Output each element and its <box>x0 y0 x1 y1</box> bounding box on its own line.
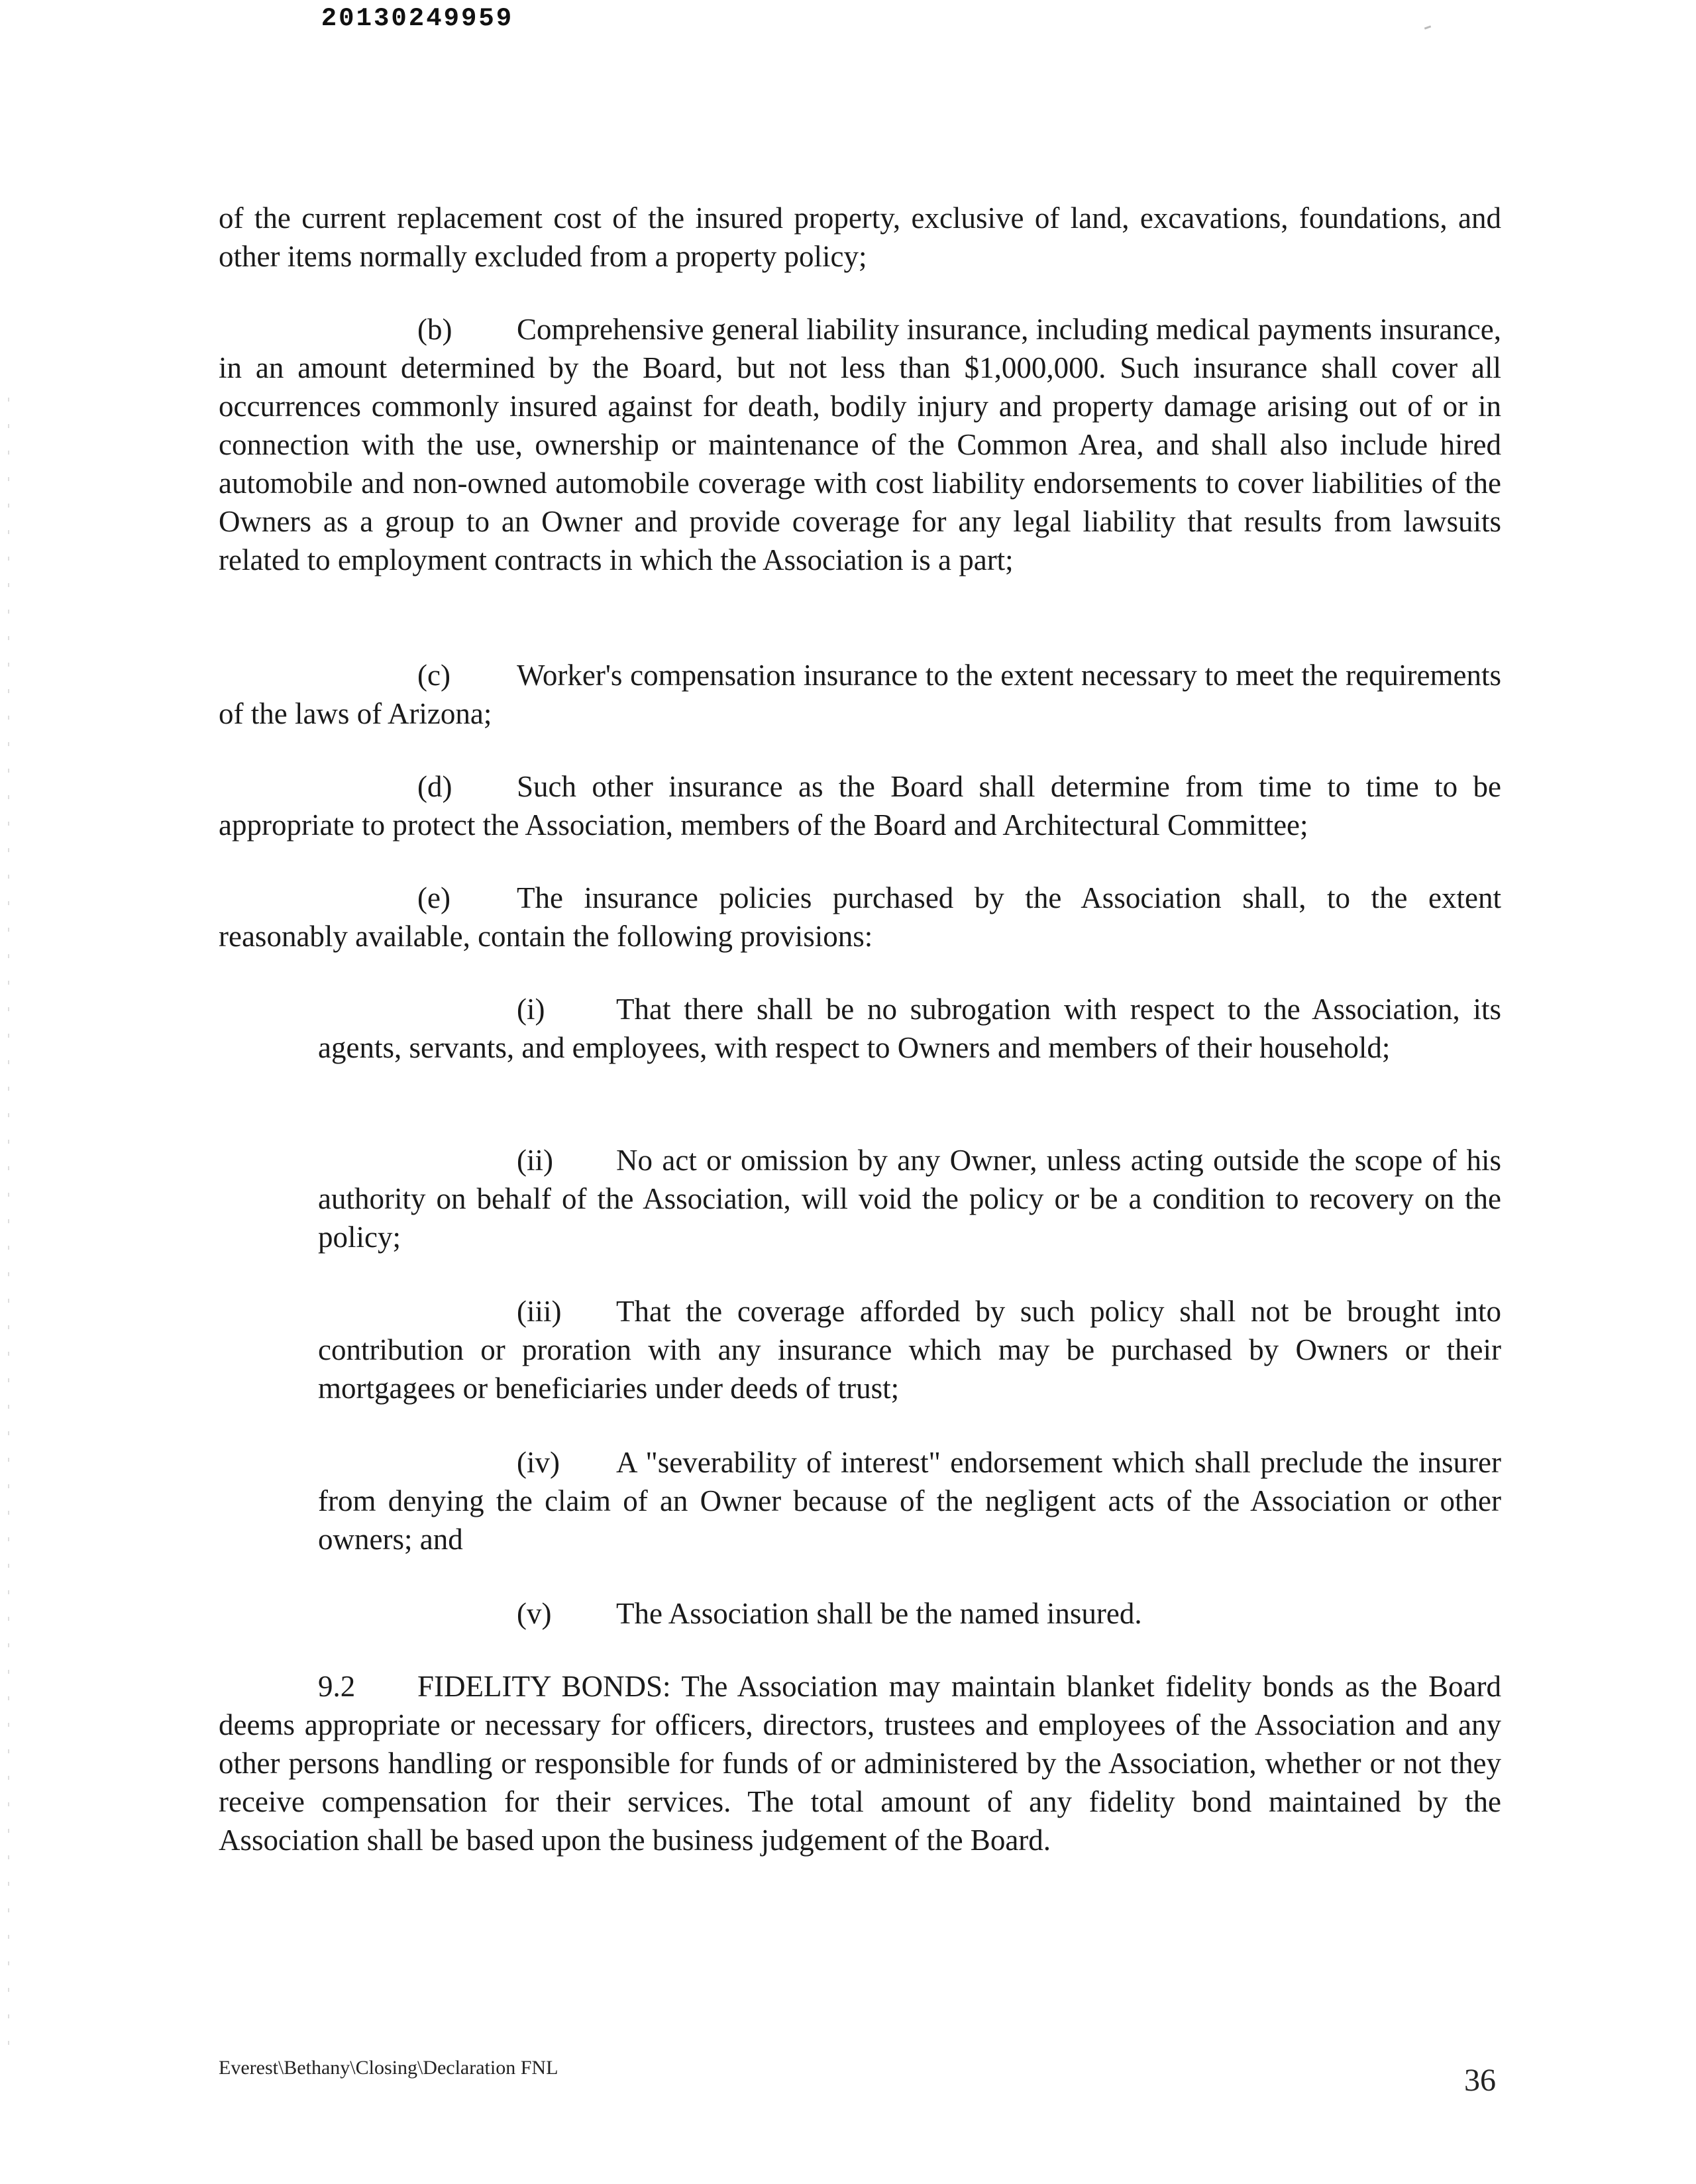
paragraph-d-text: Such other insurance as the Board shall determine from time to time to be appropriate to protect the Association, members of the Board and Architectural Committee; <box>219 770 1501 842</box>
paragraph-iv-label: (iv) <box>517 1446 560 1479</box>
paragraph-c-label: (c) <box>417 659 450 692</box>
paragraph-v <box>318 1594 1501 1633</box>
paragraph-e-text: The insurance policies purchased by the Association shall, to the extent reasonably available, contain the following provisions: <box>219 881 1501 953</box>
paragraph-d-label: (d) <box>417 770 452 803</box>
paragraph-iii-label: (iii) <box>517 1295 562 1328</box>
paragraph-i <box>318 990 1501 1067</box>
paragraph-c <box>219 656 1501 733</box>
section-9-2-label: 9.2 <box>318 1670 356 1703</box>
paragraph-intro-text: of the current replacement cost of the insured property, exclusive of land, excavations, foundations, and other items normally excluded from a property policy; <box>219 201 1501 273</box>
paragraph-ii-label: (ii) <box>517 1144 553 1177</box>
document-number: 20130249959 <box>321 4 514 33</box>
paragraph-iii <box>318 1292 1501 1407</box>
paragraph-e <box>219 879 1501 956</box>
paragraph-iv-text: A "severability of interest" endorsement which shall preclude the insurer from denying the claim of an Owner because of the negligent acts of the Association or other owners; and <box>318 1446 1501 1556</box>
paragraph-i-text: That there shall be no subrogation with respect to the Association, its agents, servants, and employees, with respect to Owners and members of their household; <box>318 993 1501 1064</box>
paragraph-iii-text: That the coverage afforded by such policy shall not be brought into contribution or proration with any insurance which may be purchased by Owners or their mortgagees or beneficiaries under deeds of trust; <box>318 1295 1501 1405</box>
paragraph-v-text: The Association shall be the named insured. <box>616 1597 1142 1630</box>
paragraph-b <box>219 310 1501 579</box>
paragraph-iv <box>318 1443 1501 1558</box>
page-number: 36 <box>1464 2063 1496 2098</box>
paragraph-b-label: (b) <box>417 313 452 346</box>
paragraph-e-label: (e) <box>417 881 450 914</box>
paragraph-b-text: Comprehensive general liability insurance, including medical payments insurance, in an amount determined by the Board, but not less than $1,000,000. Such insurance shall cover all occurrences commonly insured against for death, bodily injury and property damage arising out of or in connection with the use, ownership or maintenance of the Common Area, and shall also include hired automobile and non-owned automobile coverage with cost liability endorsements to cover liabilities of the Owners as a group to an Owner and provide coverage for any legal liability that results from lawsuits related to employment contracts in which the Association is a part; <box>219 313 1501 576</box>
paragraph-c-text: Worker's compensation insurance to the extent necessary to meet the requirements of the laws of Arizona; <box>219 659 1501 730</box>
paragraph-ii <box>318 1141 1501 1256</box>
section-9-2 <box>219 1667 1501 1859</box>
scan-edge-artifact <box>8 398 9 2054</box>
paragraph-ii-text: No act or omission by any Owner, unless acting outside the scope of his authority on behalf of the Association, will void the policy or be a condition to recovery on the policy; <box>318 1144 1501 1254</box>
paragraph-intro <box>219 199 1501 276</box>
paragraph-d <box>219 767 1501 844</box>
paragraph-i-label: (i) <box>517 993 545 1026</box>
paragraph-v-label: (v) <box>517 1597 552 1630</box>
footer-file-path: Everest\Bethany\Closing\Declaration FNL <box>219 2057 558 2079</box>
section-9-2-text: FIDELITY BONDS: The Association may maintain blanket fidelity bonds as the Board deems appropriate or necessary for officers, directors, trustees and employees of the Association and any other persons handling or responsible for funds of or administered by the Association, whether or not they receive compensation for their services. The total amount of any fidelity bond maintained by the Association shall be based upon the business judgement of the Board. <box>219 1670 1501 1857</box>
scan-mark <box>1424 25 1431 29</box>
